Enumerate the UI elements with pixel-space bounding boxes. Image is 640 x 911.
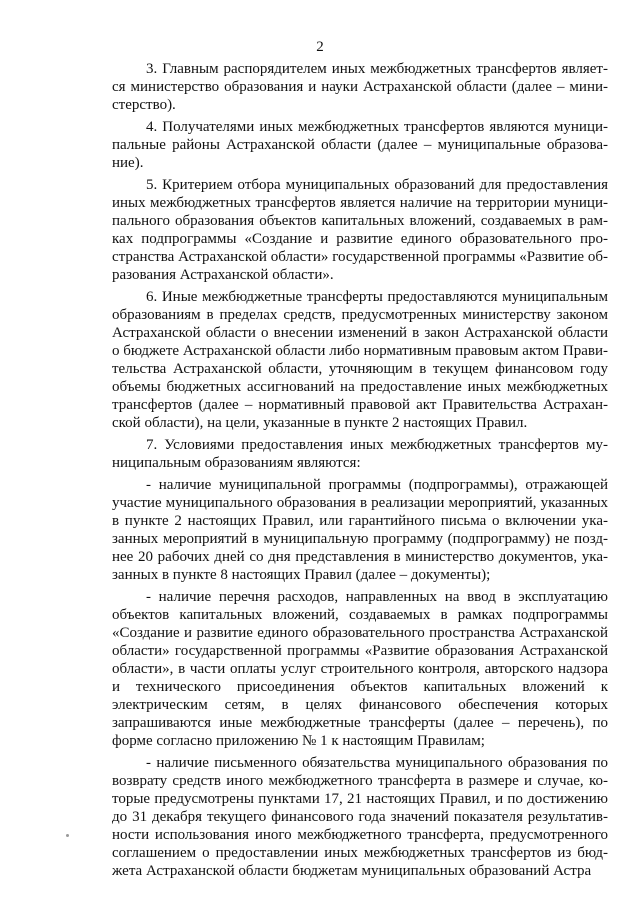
paragraph-4: 4. Получателями иных межбюджетных трансфертов являются муниципальные районы Астраханской области (далее – муниципальные образование). (112, 119, 608, 171)
paragraph-7: 7. Условиями предоставления иных межбюджетных трансфертов муниципальным образованиям являются: (112, 437, 608, 471)
paragraph-5: 5. Критерием отбора муниципальных образований для предоставления иных межбюджетных трансфертов является наличие на территории муниципального образования объектов капитальных вложений, создаваемых в рамках подпрограммы «Создание и развитие единого образовательного пространства Астраханской области» государственной программы «Развитие образования Астраханской области». (112, 177, 608, 283)
scan-speck (66, 834, 69, 837)
paragraph-6: 6. Иные межбюджетные трансферты предоставляются муниципальным образованиям в пределах средств, предусмотренных министерству законом Астраханской области о внесении изменений в закон Астраханской области о бюджете Астраханской области либо нормативным правовым актом Правительства Астраханской области, уточняющим в текущем финансовом году объемы бюджетных ассигнований на предоставление иных межбюджетных трансфертов (далее – нормативный правовой акт Правительства Астраханской области), на цели, указанные в пункте 2 настоящих Правил. (112, 289, 608, 431)
page-number: 2 (316, 39, 324, 55)
document-body (112, 60, 608, 880)
condition-expense-list: - наличие перечня расходов, направленных на ввод в эксплуатацию объектов капитальных вложений, создаваемых в рамках подпрограммы «Создание и развитие единого образовательного пространства Астраханской области» государственной программы «Развитие образования Астраханской области», в части оплаты услуг строительного контроля, авторского надзора и технического присоединения объектов капитальных вложений к электрическим сетям, в целях финансового обеспечения которых запрашиваются иные межбюджетные трансферты (далее – перечень), по форме согласно приложению № 1 к настоящим Правилам; (112, 589, 608, 749)
condition-written-obligation: - наличие письменного обязательства муниципального образования по возврату средств иного межбюджетного трансферта в размере и случае, которые предусмотрены пунктами 17, 21 настоящих Правил, и по достижению до 31 декабря текущего финансового года значений показателя результативности использования иного межбюджетного трансферта, предусмотренного соглашением о предоставлении иных межбюджетных трансфертов из бюджета Астраханской области бюджетам муниципальных образований Астра (112, 755, 608, 879)
paragraph-3: 3. Главным распорядителем иных межбюджетных трансфертов является министерство образования и науки Астраханской области (далее – министерство). (112, 61, 608, 113)
condition-municipal-program: - наличие муниципальной программы (подпрограммы), отражающей участие муниципального образования в реализации мероприятий, указанных в пункте 2 настоящих Правил, или гарантийного письма о включении указанных мероприятий в муниципальную программу (подпрограмму) не позднее 20 рабочих дней со дня представления в министерство документов, указанных в пункте 8 настоящих Правил (далее – документы); (112, 477, 608, 583)
